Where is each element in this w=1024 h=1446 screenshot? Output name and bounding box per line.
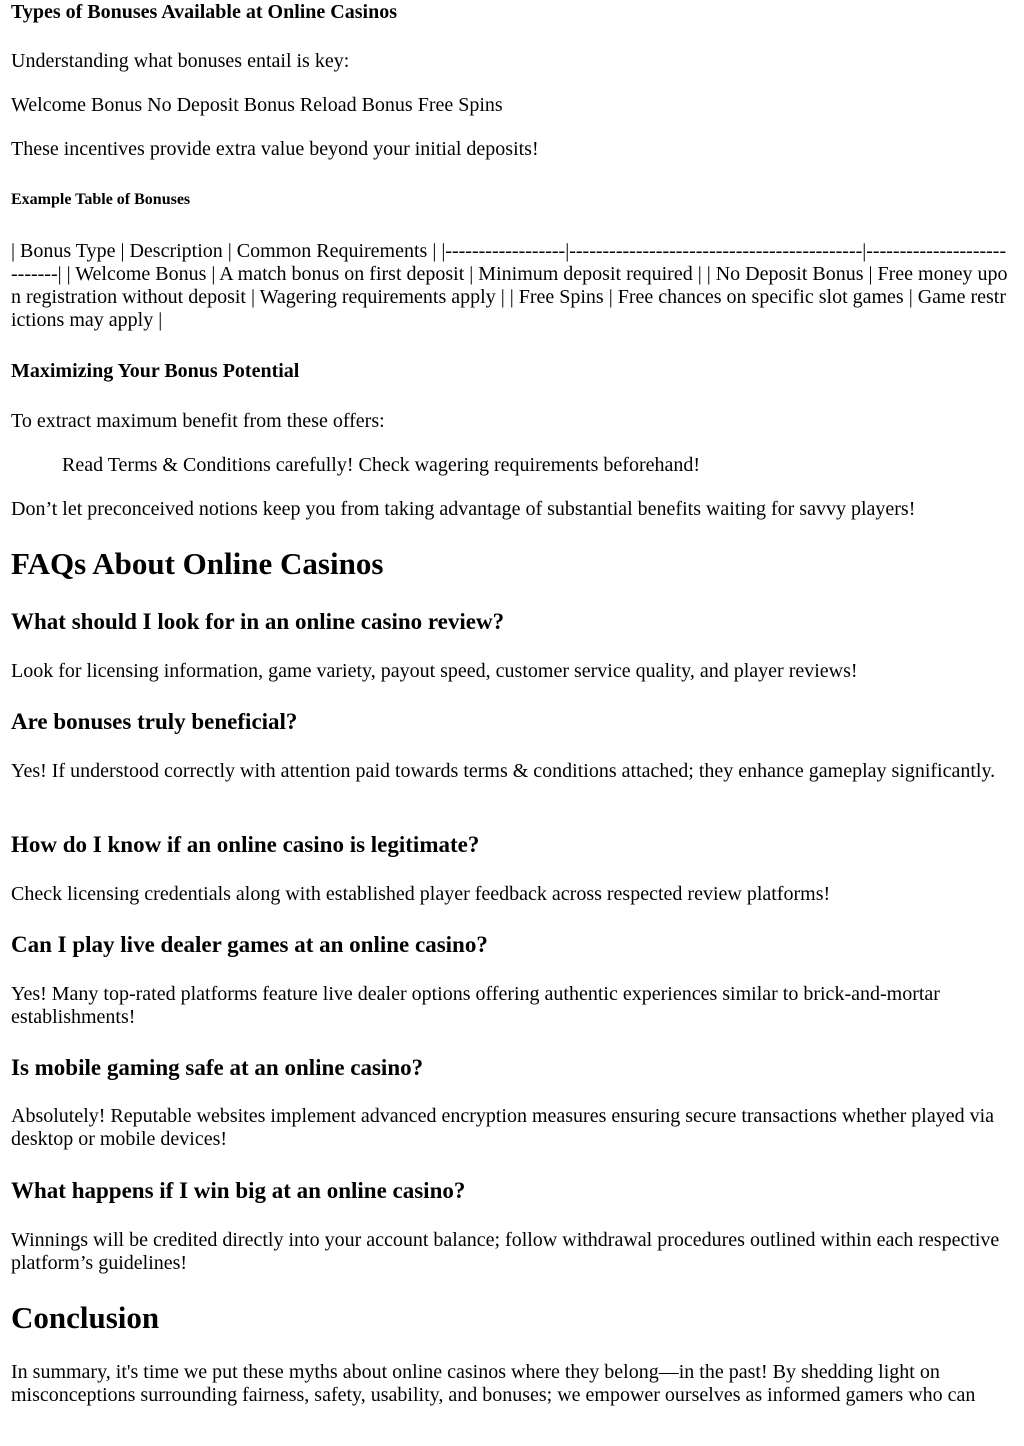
maximizing-heading: Maximizing Your Bonus Potential	[11, 360, 300, 382]
bonus-types-list: Welcome Bonus No Deposit Bonus Reload Bonus Free Spins	[11, 94, 503, 116]
faq-answer: Look for licensing information, game variety, payout speed, customer service quality, and player reviews!	[11, 660, 858, 682]
faq-question: How do I know if an online casino is legitimate?	[11, 832, 480, 857]
faq-question: Are bonuses truly beneficial?	[11, 709, 298, 734]
conclusion-paragraph: In summary, it's time we put these myths about online casinos where they belong—in the past! By shedding light on misconceptions surrounding fairness, safety, usability, and bonuses; we empower ourselves as informed gamers who can	[11, 1361, 976, 1406]
conclusion-heading: Conclusion	[11, 1300, 160, 1335]
faq-question: Is mobile gaming safe at an online casino?	[11, 1055, 424, 1080]
faq-question: What happens if I win big at an online casino?	[11, 1178, 466, 1203]
faq-question: Can I play live dealer games at an online casino?	[11, 932, 488, 957]
bonus-types-outro: These incentives provide extra value beyond your initial deposits!	[11, 138, 539, 160]
faq-answer: Yes! Many top-rated platforms feature live dealer options offering authentic experiences similar to brick-and-mortar establishments!	[11, 983, 940, 1028]
faq-answer: Winnings will be credited directly into your account balance; follow withdrawal procedures outlined within each respective platform’s guidelines!	[11, 1229, 1000, 1274]
faq-answer: Absolutely! Reputable websites implement advanced encryption measures ensuring secure transactions whether played via desktop or mobile devices!	[11, 1105, 995, 1150]
maximizing-list: Read Terms & Conditions carefully! Check wagering requirements beforehand!	[62, 454, 701, 476]
maximizing-intro: To extract maximum benefit from these offers:	[11, 410, 385, 432]
maximizing-outro: Don’t let preconceived notions keep you from taking advantage of substantial benefits waiting for savvy players!	[11, 498, 916, 520]
faq-answer: Yes! If understood correctly with attention paid towards terms & conditions attached; they enhance gameplay significantly.	[11, 760, 996, 782]
faq-question: What should I look for in an online casino review?	[11, 609, 505, 634]
faqs-heading: FAQs About Online Casinos	[11, 546, 384, 581]
example-table-heading: Example Table of Bonuses	[11, 191, 191, 208]
bonus-types-intro: Understanding what bonuses entail is key:	[11, 50, 350, 72]
bonus-types-heading: Types of Bonuses Available at Online Casinos	[11, 1, 397, 23]
example-table-raw: | Bonus Type | Description | Common Requirements | |------------------|--------------------------------------------|----------------------------| | Welcome Bonus | A match bonus on first deposit | Minimum deposit required | | No Deposit Bonus | Free money upon registration without deposit | Wagering requirements apply | | Free Spins | Free chances on specific slot games | Game restrictions may apply |	[11, 240, 1008, 331]
faq-answer: Check licensing credentials along with established player feedback across respected review platforms!	[11, 883, 831, 905]
